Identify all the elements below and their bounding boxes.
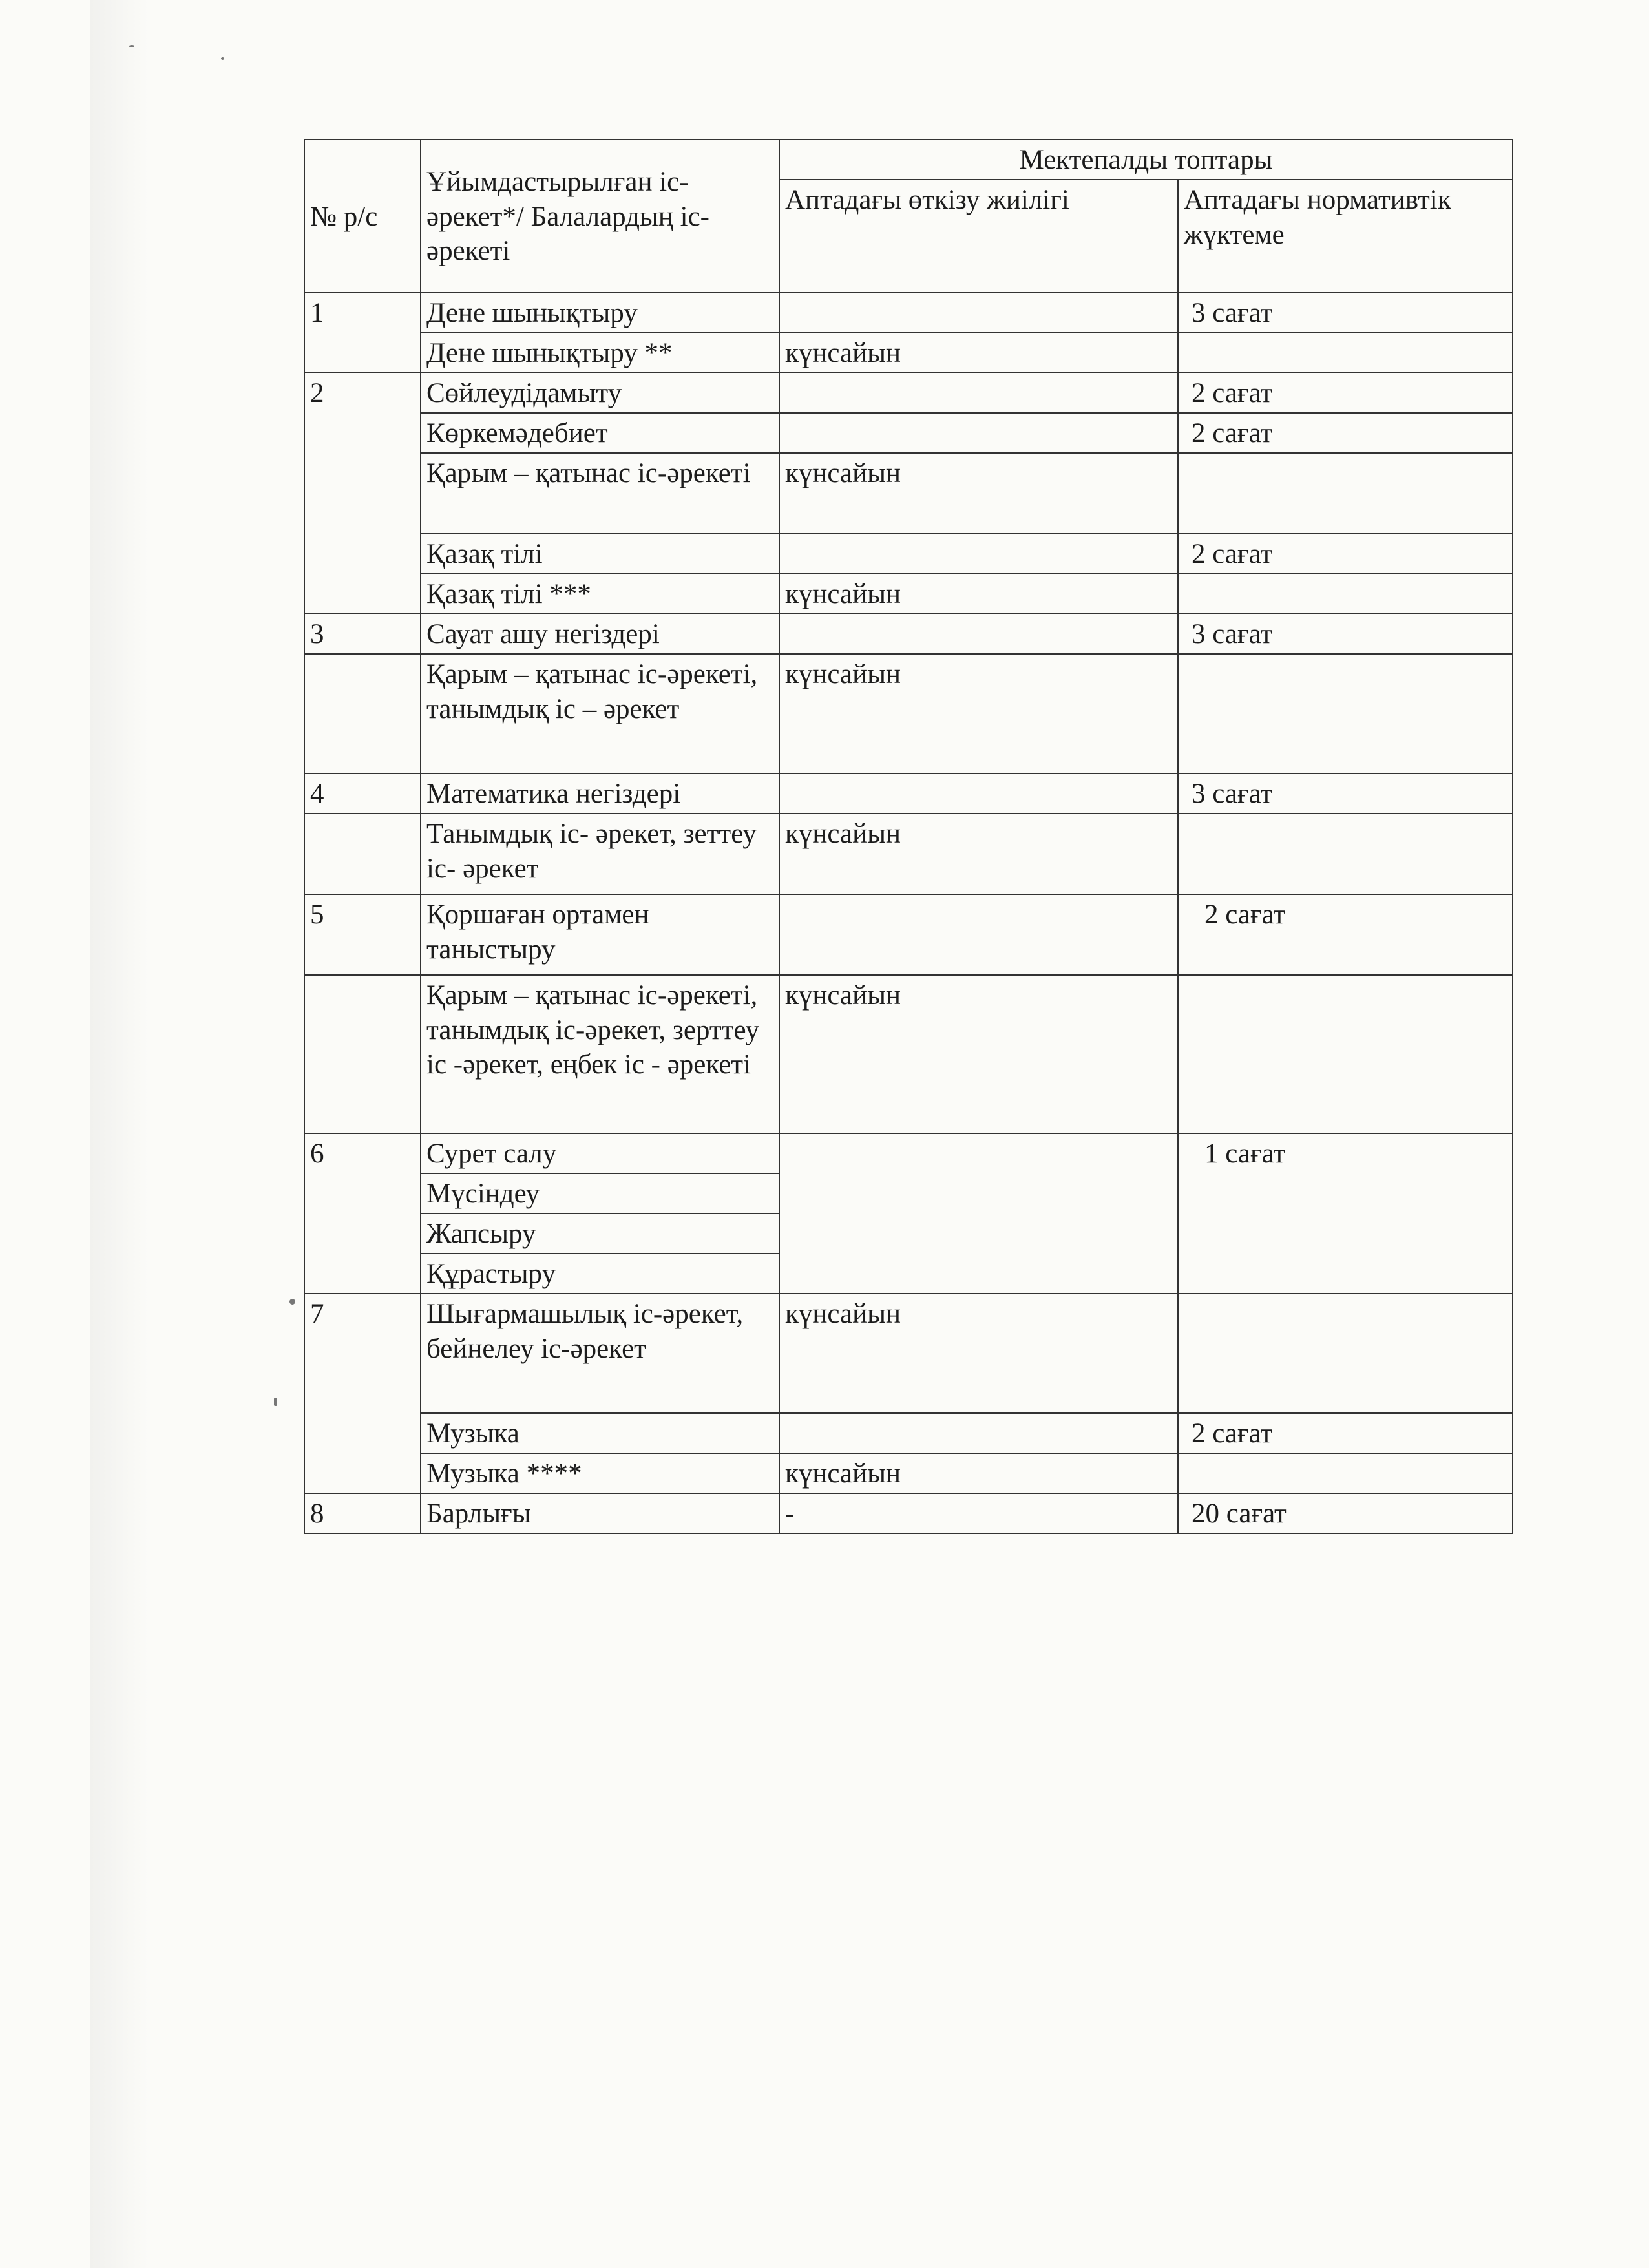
table-row	[304, 654, 1513, 773]
row-number: 8	[304, 1493, 421, 1533]
scan-edge-shadow	[90, 0, 149, 2268]
load-cell: 2 сағат	[1178, 373, 1513, 413]
activity-cell: Қазақ тілі ***	[421, 574, 779, 614]
frequency-cell	[779, 373, 1178, 413]
activity-cell: Математика негіздері	[421, 773, 779, 814]
table-row	[304, 894, 1513, 975]
activity-cell: Дене шынықтыру	[421, 293, 779, 333]
activity-cell: Қазақ тілі	[421, 534, 779, 574]
table-row	[304, 773, 1513, 814]
frequency-cell: күнсайын	[779, 654, 1178, 773]
table-row	[304, 1133, 1513, 1173]
frequency-cell	[779, 413, 1178, 453]
row-number: 1	[304, 293, 421, 373]
curriculum-table	[304, 139, 1513, 1534]
table-row	[304, 373, 1513, 413]
table-row	[304, 534, 1513, 574]
activity-cell: Мүсіндеу	[421, 1173, 779, 1213]
load-cell: 3 сағат	[1178, 293, 1513, 333]
load-cell	[1178, 814, 1513, 894]
document-page	[304, 139, 1512, 1534]
frequency-cell: күнсайын	[779, 814, 1178, 894]
load-cell: 2 сағат	[1178, 1413, 1513, 1453]
load-cell	[1178, 1453, 1513, 1493]
activity-cell: Қарым – қатынас іс-әрекеті, танымдық іс-әрекет, зерттеу іс -әрекет, еңбек іс - әрекеті	[421, 975, 779, 1133]
activity-cell: Музыка ****	[421, 1453, 779, 1493]
header-group-title: Мектепалды топтары	[779, 140, 1513, 180]
load-cell	[1178, 574, 1513, 614]
scan-speck	[221, 57, 224, 60]
frequency-cell	[779, 534, 1178, 574]
row-number	[304, 654, 421, 773]
activity-cell: Қарым – қатынас іс-әрекеті, танымдық іс – әрекет	[421, 654, 779, 773]
load-cell: 3 сағат	[1178, 614, 1513, 654]
activity-cell: Дене шынықтыру **	[421, 333, 779, 373]
frequency-cell: -	[779, 1493, 1178, 1533]
activity-cell: Сөйлеудідамыту	[421, 373, 779, 413]
table-row	[304, 814, 1513, 894]
load-cell	[1178, 654, 1513, 773]
frequency-cell	[779, 894, 1178, 975]
load-cell	[1178, 975, 1513, 1133]
load-cell	[1178, 333, 1513, 373]
row-number: 5	[304, 894, 421, 975]
load-cell: 2 сағат	[1178, 413, 1513, 453]
frequency-cell	[779, 773, 1178, 814]
table-row	[304, 293, 1513, 333]
activity-cell: Құрастыру	[421, 1254, 779, 1294]
frequency-cell: күнсайын	[779, 333, 1178, 373]
activity-cell: Музыка	[421, 1413, 779, 1453]
table-row	[304, 413, 1513, 453]
frequency-cell	[779, 1413, 1178, 1453]
row-number	[304, 814, 421, 894]
row-number: 2	[304, 373, 421, 614]
activity-cell: Танымдық іс- әрекет, зеттеу іс- әрекет	[421, 814, 779, 894]
row-number	[304, 975, 421, 1133]
row-number: 6	[304, 1133, 421, 1294]
activity-cell: Сурет салу	[421, 1133, 779, 1173]
row-number: 4	[304, 773, 421, 814]
row-number: 7	[304, 1294, 421, 1493]
frequency-cell	[779, 614, 1178, 654]
header-activity: Ұйымдастырылған іс-әрекет*/ Балалардың іс-әрекеті	[421, 140, 779, 293]
activity-cell: Сауат ашу негіздері	[421, 614, 779, 654]
load-cell: 3 сағат	[1178, 773, 1513, 814]
table-row	[304, 574, 1513, 614]
table-row	[304, 1294, 1513, 1413]
frequency-cell: күнсайын	[779, 1453, 1178, 1493]
activity-cell: Жапсыру	[421, 1213, 779, 1254]
table-row	[304, 453, 1513, 534]
table-row	[304, 1493, 1513, 1533]
header-load: Аптадағы нормативтік жүктеме	[1178, 180, 1513, 293]
scan-speck	[289, 1299, 295, 1305]
frequency-cell	[779, 293, 1178, 333]
frequency-cell: күнсайын	[779, 1294, 1178, 1413]
table-row	[304, 1413, 1513, 1453]
table-row	[304, 333, 1513, 373]
header-frequency: Аптадағы өткізу жиілігі	[779, 180, 1178, 293]
load-cell: 2 сағат	[1178, 894, 1513, 975]
scan-speck	[274, 1398, 277, 1406]
activity-cell: Көркемәдебиет	[421, 413, 779, 453]
table-row	[304, 614, 1513, 654]
frequency-cell: күнсайын	[779, 453, 1178, 534]
activity-cell: Шығармашылық іс-әрекет, бейнелеу іс-әрекет	[421, 1294, 779, 1413]
activity-cell: Қоршаған ортамен таныстыру	[421, 894, 779, 975]
load-cell	[1178, 453, 1513, 534]
frequency-cell	[779, 1133, 1178, 1294]
table-row	[304, 975, 1513, 1133]
row-number: 3	[304, 614, 421, 654]
activity-cell: Қарым – қатынас іс-әрекеті	[421, 453, 779, 534]
frequency-cell: күнсайын	[779, 574, 1178, 614]
scan-speck	[129, 45, 134, 47]
activity-cell: Барлығы	[421, 1493, 779, 1533]
frequency-cell: күнсайын	[779, 975, 1178, 1133]
load-cell	[1178, 1294, 1513, 1413]
header-number: № р/с	[304, 140, 421, 293]
table-row	[304, 1453, 1513, 1493]
load-cell: 1 сағат	[1178, 1133, 1513, 1294]
load-cell: 2 сағат	[1178, 534, 1513, 574]
load-cell: 20 сағат	[1178, 1493, 1513, 1533]
